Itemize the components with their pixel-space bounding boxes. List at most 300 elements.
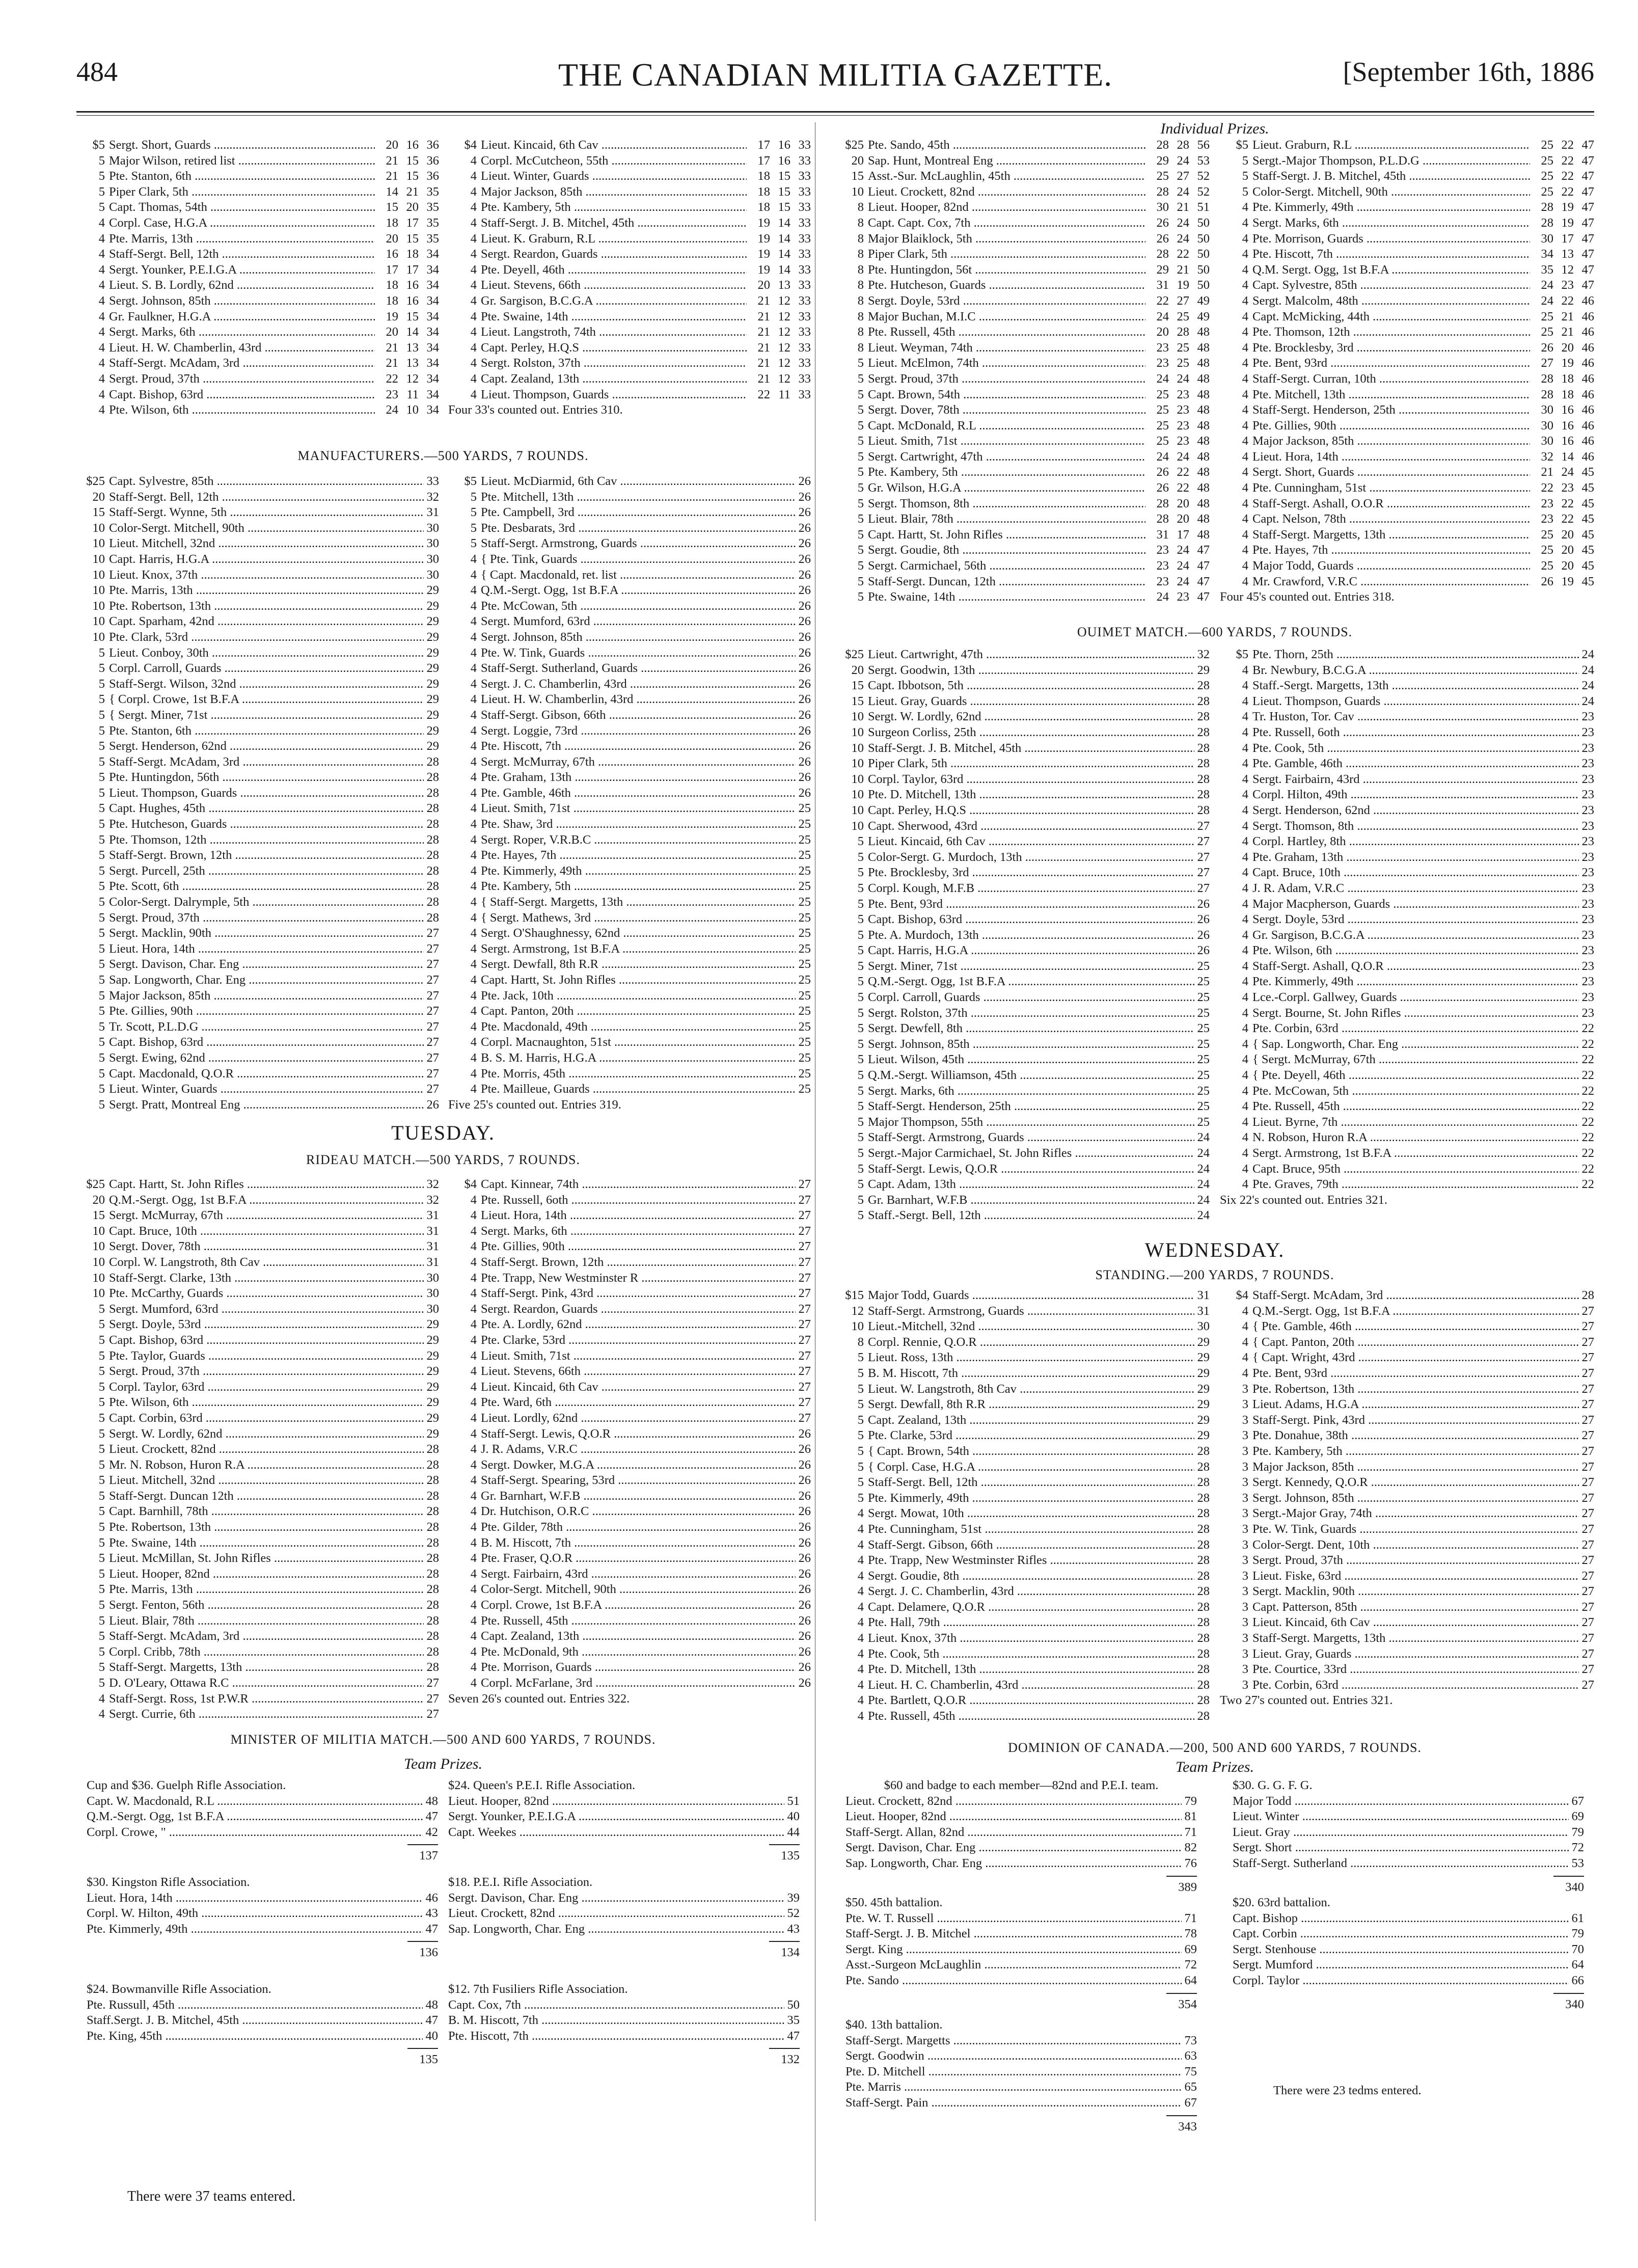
prize-amount: 5 [857, 850, 864, 864]
prize-amount: 4 [470, 371, 477, 386]
score-value: 21 [1177, 200, 1189, 214]
list-row [835, 231, 1210, 247]
score-value: 31 [1194, 1288, 1210, 1304]
list-row [448, 1019, 811, 1035]
list-row [835, 247, 1210, 262]
prize-amount: 3 [1242, 1584, 1248, 1599]
score-value: 33 [798, 231, 811, 246]
team-member: Staff-Sergt. Pain ..... [845, 2096, 1197, 2110]
team-score: 66 [1569, 1973, 1585, 1989]
competitor-name: Pte. Macdonald, 49th ..... [481, 1020, 811, 1034]
list-row [1220, 1130, 1594, 1146]
standing-list-a [835, 1288, 1210, 1724]
list-row [76, 1567, 439, 1582]
score-value: 26 [1156, 215, 1169, 230]
list-row [1220, 1177, 1594, 1193]
list-row [448, 1286, 811, 1302]
competitor-name: Gr. Barnhart, W.F.B ..... [868, 1193, 1210, 1207]
prize-amount: 5 [857, 928, 864, 942]
competitor-name: Staff-Sergt. McAdam, 3rd ..... [109, 1629, 439, 1643]
score-value: 19 [1561, 200, 1574, 214]
list-row [835, 1631, 1210, 1646]
prize-amount: 5 [98, 1676, 105, 1690]
competitor-name: Asst.-Sur. McLaughlin, 45th ..... [868, 169, 1210, 183]
competitor-name: Staff-Sergt. McAdam, 3rd ..... [109, 755, 439, 769]
prize-amount: $25 [845, 647, 864, 661]
list-row [835, 589, 1210, 605]
score-value: 24 [1156, 449, 1169, 464]
score-value: 20 [1561, 527, 1574, 542]
competitor-name: Lieut. Byrne, 7th ..... [1252, 1115, 1594, 1129]
competitor-name: Sergt. Marks, 6th ..... [109, 325, 439, 339]
list-row [448, 1302, 811, 1317]
list-row [835, 1115, 1210, 1130]
competitor-name: Pte. Mitchell, 13th ..... [1252, 388, 1594, 401]
score-value: 27 [424, 1691, 440, 1707]
competitor-name: Lieut. Mitchell, 32nd ..... [109, 1473, 439, 1487]
score-value: 25 [796, 848, 811, 863]
list-row [835, 1413, 1210, 1428]
team-table [448, 1982, 800, 2068]
issue-date: [September 16th, 1886 [1343, 57, 1594, 87]
score-value: 25 [796, 1019, 811, 1035]
list-row [448, 1598, 811, 1613]
scores [1145, 418, 1210, 434]
competitor-name: Pte. McCarthy, Guards ..... [109, 1286, 439, 1300]
team-member: Sergt. Stenhouse ..... [1233, 1942, 1584, 1956]
prize-amount: 4 [470, 1473, 477, 1488]
competitor-name: Pte. Morrison, Guards ..... [1252, 232, 1594, 246]
competitor-name: Pte. W. Tink, Guards ..... [1252, 1522, 1594, 1536]
competitor-name: Staff-Sergt. Ross, 1st P.W.R ..... [109, 1692, 439, 1706]
competitor-name: Sergt. Dover, 78th ..... [868, 403, 1210, 417]
list-row [1220, 1382, 1594, 1397]
prize-amount: 5 [98, 1333, 105, 1347]
scores [1145, 449, 1210, 465]
prize-amount: 5 [857, 1382, 864, 1396]
list-row [835, 1709, 1210, 1724]
score-value: 13 [406, 340, 419, 355]
competitor-name: Capt. Corbin, 63rd ..... [109, 1411, 439, 1425]
score-value: 27 [1579, 1678, 1595, 1693]
score-value: 26 [796, 1644, 811, 1660]
list-row [76, 356, 439, 371]
list-row [1220, 574, 1594, 590]
competitor-name: Capt. Bruce, 10th ..... [109, 1224, 439, 1238]
competitor-name: Pte. A. Lordly, 62nd ..... [481, 1317, 811, 1331]
competitor-name: Pte. Gilder, 78th ..... [481, 1520, 811, 1534]
prize-amount: 4 [1242, 434, 1248, 448]
total-rule [1166, 2115, 1197, 2116]
competitor-name: Pte. Bartlett, Q.O.R ..... [868, 1693, 1210, 1707]
rideau-list-a [76, 1177, 439, 1722]
team-total: 343 [1178, 2119, 1197, 2134]
scores [375, 247, 439, 262]
list-row [1220, 1428, 1594, 1444]
prize-amount: 5 [857, 1428, 864, 1443]
team-score: 70 [1569, 1942, 1585, 1958]
list-row [835, 449, 1210, 465]
prize-amount: 5 [857, 1177, 864, 1192]
list-row [1220, 1397, 1594, 1413]
competitor-name: { Corpl. Crowe, 1st B.F.A ..... [109, 692, 439, 706]
list-row [1220, 1460, 1594, 1475]
competitor-name: { Capt. Wright, 43rd ..... [1252, 1351, 1594, 1364]
score-value: 12 [1561, 262, 1574, 277]
competitor-name: Pte. Kimmerly, 49th ..... [481, 864, 811, 878]
score-value: 28 [1541, 200, 1553, 214]
list-row [76, 1097, 439, 1113]
competitor-name: Lieut. Kincaid, 6th Cav ..... [481, 138, 811, 152]
scores [1530, 262, 1594, 278]
score-value: 48 [1197, 496, 1210, 510]
score-value: 33 [798, 215, 811, 230]
prize-amount: 5 [98, 645, 105, 660]
team-total: 340 [1565, 1880, 1584, 1894]
score-value: 18 [406, 247, 419, 261]
prize-amount: 4 [1242, 356, 1248, 370]
list-row [76, 552, 439, 568]
score-value: 27 [1579, 1646, 1595, 1662]
list-row [76, 474, 439, 490]
score-value: 26 [796, 1426, 811, 1442]
score-value: 24 [1156, 309, 1169, 323]
score-value: 33 [798, 325, 811, 339]
prize-amount: 4 [470, 153, 477, 168]
score-value: 30 [1156, 200, 1169, 214]
score-value: 26 [796, 1613, 811, 1629]
scores [1530, 371, 1594, 387]
score-value: 26 [1194, 928, 1210, 943]
list-row [835, 1397, 1210, 1413]
score-value: 25 [1156, 403, 1169, 417]
list-row [448, 1050, 811, 1066]
prize-amount: 5 [1242, 184, 1248, 199]
list-row [76, 1019, 439, 1035]
list-row [76, 926, 439, 941]
score-value: 28 [1194, 1491, 1210, 1506]
team-score: 78 [1182, 1926, 1197, 1942]
score-value: 25 [1194, 974, 1210, 990]
score-value: 27 [796, 1333, 811, 1348]
competitor-name: Sergt. McMurray, 67th ..... [109, 1208, 439, 1222]
team-row [845, 2080, 1197, 2095]
list-row [76, 630, 439, 645]
prize-amount: 4 [98, 325, 105, 339]
list-row [835, 1693, 1210, 1709]
score-value: 47 [1581, 215, 1594, 230]
score-value: 21 [1177, 262, 1189, 277]
competitor-name: Sergt. Proud, 37th ..... [109, 372, 439, 386]
list-row [1220, 1021, 1594, 1037]
score-value: 32 [424, 1177, 440, 1193]
score-value: 29 [424, 1317, 440, 1333]
score-value: 28 [1194, 1662, 1210, 1678]
list-row [448, 1457, 811, 1473]
prize-amount: 4 [470, 356, 477, 370]
score-value: 22 [1579, 1084, 1595, 1099]
competitor-name: Corpl. Taylor, 63rd ..... [868, 772, 1210, 786]
team-member: Lieut. Crockett, 82nd ..... [448, 1906, 800, 1920]
list-row [448, 677, 811, 692]
score-value: 19 [1561, 215, 1574, 230]
competitor-name: Staff-Sergt. Gibson, 66th ..... [868, 1538, 1210, 1552]
competitor-name: Lieut. Hooper, 82nd ..... [868, 200, 1210, 214]
competitor-name: Sap. Hunt, Montreal Eng ..... [868, 154, 1210, 168]
list-row [1220, 325, 1594, 340]
minister-team-prizes: Team Prizes. [404, 1756, 482, 1772]
score-value: 25 [796, 879, 811, 895]
competitor-name: { Capt. Brown, 54th ..... [868, 1444, 1210, 1458]
score-value: 27 [796, 1193, 811, 1208]
score-value: 20 [1156, 325, 1169, 339]
score-value: 33 [798, 200, 811, 214]
team-table [845, 1778, 1197, 1895]
competitor-name: { Staff-Sergt. Margetts, 13th ..... [481, 895, 811, 909]
scores [1145, 434, 1210, 449]
list-row [1220, 231, 1594, 247]
score-value: 30 [1541, 418, 1553, 433]
list-row [76, 505, 439, 521]
list-row [76, 1598, 439, 1613]
list-note: Two 27's counted out. Entries 321. [1220, 1693, 1393, 1708]
competitor-name: Pte. Taylor, Guards ..... [109, 1349, 439, 1363]
score-value: 34 [426, 403, 439, 417]
list-row [835, 200, 1210, 215]
competitor-name: Pte. Marris, 13th ..... [109, 1582, 439, 1596]
score-value: 33 [798, 184, 811, 199]
list-row [448, 630, 811, 645]
prize-amount: 10 [92, 1224, 105, 1238]
competitor-name: Sergt. W. Lordly, 62nd ..... [868, 710, 1210, 723]
total-rule [407, 1941, 438, 1942]
list-row [448, 832, 811, 848]
score-value: 23 [1156, 543, 1169, 557]
list-row [1220, 1335, 1594, 1351]
team-row [845, 1840, 1197, 1856]
competitor-name: Pte. Cunningham, 51st ..... [868, 1522, 1210, 1536]
score-value: 23 [1177, 590, 1189, 604]
standing-list-b [1220, 1288, 1594, 1709]
prize-amount: 4 [1242, 1084, 1248, 1098]
list-note: Four 33's counted out. Entries 310. [448, 403, 623, 417]
prize-amount: 4 [1242, 959, 1248, 973]
prize-amount: 3 [1242, 1475, 1248, 1490]
score-value: 16 [778, 153, 790, 168]
competitor-name: Staff-Sergt. Henderson, 25th ..... [868, 1099, 1210, 1113]
prize-amount: 5 [857, 881, 864, 895]
score-value: 29 [424, 1395, 440, 1411]
scores [1530, 511, 1594, 527]
list-row [448, 169, 811, 184]
scores [375, 153, 439, 169]
list-row [76, 153, 439, 169]
team-score: 43 [423, 1906, 439, 1922]
competitor-name: { Sap. Longworth, Char. Eng ..... [1252, 1037, 1594, 1051]
score-value: 26 [796, 614, 811, 630]
score-value: 28 [1177, 325, 1189, 339]
score-value: 34 [426, 325, 439, 339]
competitor-name: Sergt. O'Shaughnessy, 62nd ..... [481, 926, 811, 940]
score-value: 26 [796, 599, 811, 614]
team-table [448, 1778, 800, 1864]
score-value: 29 [424, 723, 440, 739]
prize-amount: 4 [470, 599, 477, 613]
competitor-name: Staff-Sergt. Pink, 43rd ..... [1252, 1413, 1594, 1427]
prize-amount: 4 [470, 1004, 477, 1018]
list-row [1220, 1506, 1594, 1522]
score-value: 28 [424, 1489, 440, 1504]
list-row [448, 1504, 811, 1520]
competitor-name: Staff-Sergt. Wilson, 32nd ..... [109, 677, 439, 691]
team-header: $40. 13th battalion. [845, 2018, 943, 2032]
prize-amount: 8 [857, 325, 864, 339]
score-value: 14 [778, 231, 790, 246]
prize-amount: 20 [851, 663, 864, 677]
list-row [835, 1068, 1210, 1084]
list-row [1220, 247, 1594, 262]
score-value: 28 [1194, 1584, 1210, 1600]
competitor-name: Lieut. Winter, Guards ..... [109, 1082, 439, 1096]
prize-amount: 8 [857, 231, 864, 246]
prize-amount: 8 [857, 262, 864, 277]
prize-amount: 4 [1242, 943, 1248, 958]
competitor-name: Corpl. Crowe, 1st B.F.A ..... [481, 1598, 811, 1612]
score-value: 26 [796, 770, 811, 786]
competitor-name: { Sergt. McMurray, 67th ..... [1252, 1052, 1594, 1066]
prize-amount: 4 [1242, 663, 1248, 677]
score-value: 28 [1194, 1460, 1210, 1475]
list-row [835, 663, 1210, 679]
competitor-name: Sergt. Doyle, 53rd ..... [868, 294, 1210, 308]
team-member: Asst.-Surgeon McLaughlin ..... [845, 1958, 1197, 1972]
team-member: Sergt. Younker, P.E.I.G.A ..... [448, 1810, 800, 1823]
score-value: 45 [1581, 481, 1594, 495]
prize-amount: 4 [470, 1582, 477, 1597]
score-value: 26 [796, 1473, 811, 1489]
list-row [448, 754, 811, 770]
prize-amount: 10 [851, 725, 864, 739]
list-row [835, 694, 1210, 710]
prize-amount: $5 [92, 138, 105, 152]
prize-amount: 4 [470, 661, 477, 676]
scores [1145, 340, 1210, 356]
prize-amount: 4 [470, 1598, 477, 1612]
prize-amount: 4 [1242, 928, 1248, 942]
prize-amount: 5 [98, 973, 105, 987]
competitor-name: Lieut. Hora, 14th ..... [109, 942, 439, 956]
prize-amount: 10 [851, 757, 864, 771]
score-value: 30 [424, 568, 440, 583]
prize-amount: 3 [1242, 1569, 1248, 1583]
competitor-name: Lieut. Smith, 71st ..... [481, 1349, 811, 1363]
prize-amount: 5 [857, 1006, 864, 1020]
prize-amount: 15 [92, 505, 105, 520]
competitor-name: Pte. Wilson, 6th ..... [109, 1395, 439, 1409]
score-value: 28 [1156, 184, 1169, 199]
prize-amount: 8 [857, 293, 864, 308]
prize-amount: 4 [1242, 1304, 1248, 1318]
competitor-name: Corpl. Taylor, 63rd ..... [109, 1380, 439, 1394]
competitor-name: Pte. Jack, 10th ..... [481, 989, 811, 1003]
prize-amount: 4 [1242, 543, 1248, 557]
score-value: 26 [796, 536, 811, 552]
prize-amount: 5 [98, 1317, 105, 1332]
score-value: 24 [1194, 1162, 1210, 1177]
score-value: 15 [406, 231, 419, 246]
score-value: 45 [1581, 512, 1594, 526]
list-row [448, 1364, 811, 1380]
scores [1530, 200, 1594, 215]
list-row [448, 739, 811, 754]
score-value: 48 [1197, 527, 1210, 542]
list-row [1220, 850, 1594, 866]
list-row [448, 973, 811, 988]
score-value: 30 [424, 521, 440, 536]
prize-amount: 8 [857, 309, 864, 323]
score-value: 25 [1541, 153, 1553, 168]
competitor-name: Lieut. Winter, Guards ..... [481, 169, 811, 183]
list-row [835, 1208, 1210, 1224]
competitor-name: Capt. Sparham, 42nd ..... [109, 614, 439, 628]
list-row [1220, 262, 1594, 278]
competitor-name: Capt. McDonald, R.L ..... [868, 419, 1210, 433]
list-row [448, 356, 811, 371]
scores [747, 325, 811, 340]
score-value: 24 [1579, 647, 1595, 663]
list-row [835, 527, 1210, 543]
prize-amount: 4 [1242, 1146, 1248, 1160]
competitor-name: Pte. Fraser, Q.O.R ..... [481, 1551, 811, 1565]
score-value: 48 [1197, 371, 1210, 386]
list-row [1220, 200, 1594, 215]
prize-amount: 5 [857, 1491, 864, 1505]
competitor-name: Staff-Sergt. Sutherland, Guards ..... [481, 661, 811, 675]
prize-amount: 4 [470, 1050, 477, 1065]
prize-amount: 4 [470, 1629, 477, 1643]
score-value: 25 [796, 1004, 811, 1019]
team-score: 48 [423, 1794, 439, 1810]
prize-amount: 4 [470, 1489, 477, 1503]
prize-amount: 5 [98, 1426, 105, 1441]
prize-amount: 5 [98, 863, 105, 878]
manufacturers-title: MANUFACTURERS.—500 YARDS, 7 ROUNDS. [297, 448, 589, 463]
competitor-name: Lieut. Thompson, Guards ..... [481, 388, 811, 401]
team-row [448, 1794, 800, 1810]
list-row [448, 138, 811, 153]
competitor-name: Pte. Trapp, New Westminster Rifles ..... [868, 1553, 1210, 1567]
scores [1530, 184, 1594, 200]
competitor-name: Pte. Mitchell, 13th ..... [481, 490, 811, 504]
competitor-name: Pte. Wilson, 6th ..... [109, 403, 439, 417]
list-row [1220, 1099, 1594, 1115]
score-value: 12 [778, 340, 790, 355]
competitor-name: Q.M.-Sergt. Ogg, 1st B.F.A ..... [109, 1193, 439, 1207]
score-value: 27 [1579, 1662, 1595, 1678]
competitor-name: Lieut. Mitchell, 32nd ..... [109, 536, 439, 550]
score-value: 35 [426, 200, 439, 214]
competitor-name: Pte. Russell, 45th ..... [1252, 1099, 1594, 1113]
list-row [1220, 709, 1594, 725]
team-table [1233, 1778, 1584, 1895]
list-row [835, 1335, 1210, 1351]
team-header: $60 and badge to each member—82nd and P.E.I. team. [884, 1778, 1159, 1792]
prize-amount: 10 [92, 536, 105, 551]
prize-amount: 5 [470, 536, 477, 551]
score-value: 23 [1579, 709, 1595, 725]
prize-amount: 3 [1242, 1413, 1248, 1427]
list-row [76, 371, 439, 387]
